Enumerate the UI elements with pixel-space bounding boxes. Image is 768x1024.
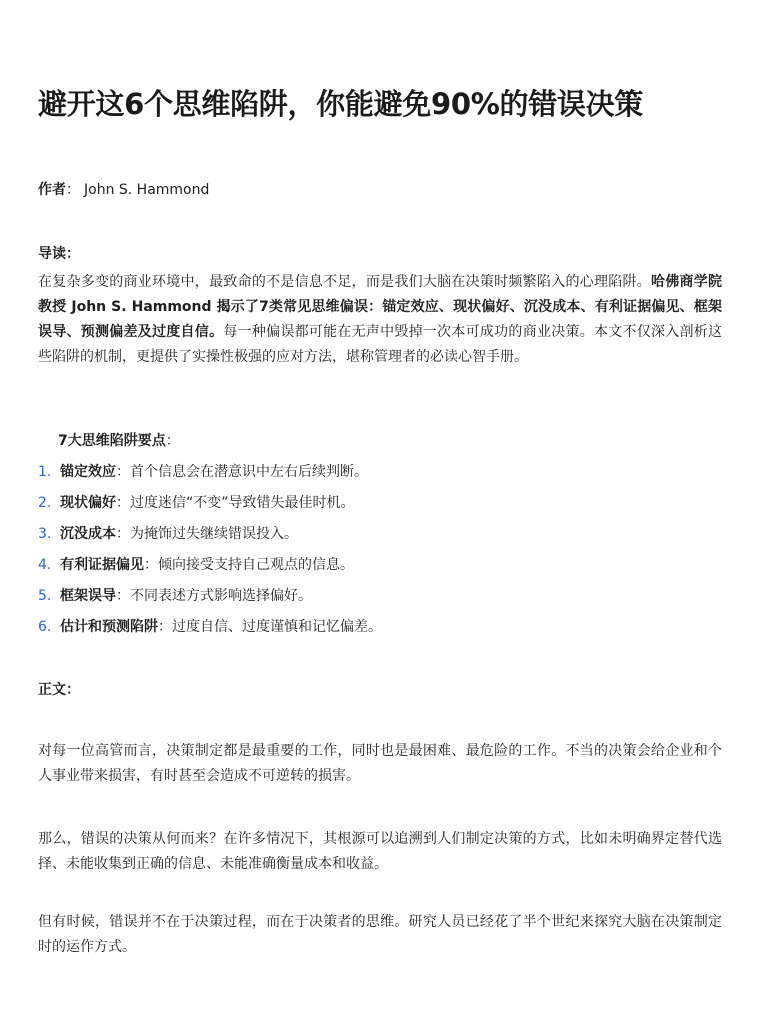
list-desc: 倾向接受支持自己观点的信息。 — [158, 557, 354, 573]
list-item — [38, 553, 722, 584]
list-number: 5. — [38, 588, 52, 604]
list-number: 1. — [38, 464, 52, 480]
list-item — [38, 522, 722, 553]
list-term: 沉没成本 — [60, 526, 116, 542]
list-number: 3. — [38, 526, 52, 542]
points-heading — [58, 429, 180, 453]
intro-text-tail: 每一种偏误都可能在无声中毁掉一次本可成功的商业决策。本文不仅深入剖析这些陷阱的机制，更提供了实操性极强的应对方法，堪称管理者的必读心智手册。 — [38, 324, 723, 365]
list-separator: ： — [116, 464, 130, 480]
list-term: 锚定效应 — [60, 464, 116, 480]
author-line — [38, 178, 209, 202]
points-heading-text: 7大思维陷阱要点 — [58, 433, 166, 449]
list-separator: ： — [144, 557, 158, 573]
trap-list — [38, 460, 722, 646]
list-term: 估计和预测陷阱 — [60, 619, 158, 635]
list-number: 4. — [38, 557, 52, 573]
intro-paragraph — [38, 270, 722, 370]
body-paragraph: 但有时候，错误并不在于决策过程，而在于决策者的思维。研究人员已经花了半个世纪来探究大脑在决策制定时的运作方式。 — [38, 914, 722, 955]
list-desc: 不同表述方式影响选择偏好。 — [130, 588, 312, 604]
points-heading-colon: ： — [165, 433, 180, 449]
intro-text: 在复杂多变的商业环境中，最致命的不是信息不足，而是我们大脑在决策时频繁陷入的心理陷阱。 — [38, 274, 651, 290]
list-desc: 首个信息会在潜意识中左右后续判断。 — [130, 464, 368, 480]
list-item — [38, 584, 722, 615]
list-term: 框架误导 — [60, 588, 116, 604]
list-term: 有利证据偏见 — [60, 557, 144, 573]
author-label: 作者 — [38, 182, 66, 198]
intro-label: 导读： — [38, 246, 80, 262]
list-separator: ： — [158, 619, 172, 635]
list-number: 6. — [38, 619, 52, 635]
list-item — [38, 460, 722, 491]
list-separator: ： — [116, 495, 130, 511]
body-paragraph: 对每一位高管而言，决策制定都是最重要的工作，同时也是最困难、最危险的工作。不当的决策会给企业和个人事业带来损害，有时甚至会造成不可逆转的损害。 — [38, 743, 722, 784]
list-separator: ： — [116, 588, 130, 604]
list-desc: 过度迷信“不变”导致错失最佳时机。 — [130, 495, 355, 511]
list-number: 2. — [38, 495, 52, 511]
author-separator: ： — [66, 182, 80, 198]
list-term: 现状偏好 — [60, 495, 116, 511]
list-item — [38, 491, 722, 522]
list-separator: ： — [116, 526, 130, 542]
list-desc: 为掩饰过失继续错误投入。 — [130, 526, 298, 542]
intro-highlight: 哈佛商学院教授 John S. Hammond 揭示了7类常见思维偏误：锚定效应、现状偏好、沉没成本、有利证据偏见、框架误导、预测偏差及过度自信。 — [38, 274, 723, 340]
list-desc: 过度自信、过度谨慎和记忆偏差。 — [172, 619, 382, 635]
article-title: 避开这6个思维陷阱，你能避免90%的错误决策 — [38, 87, 643, 121]
body-paragraph: 那么，错误的决策从何而来？在许多情况下，其根源可以追溯到人们制定决策的方式，比如未明确界定替代选择、未能收集到正确的信息、未能准确衡量成本和收益。 — [38, 831, 722, 872]
list-item — [38, 615, 722, 646]
author-name: John S. Hammond — [84, 182, 210, 198]
body-label: 正文： — [38, 682, 80, 698]
